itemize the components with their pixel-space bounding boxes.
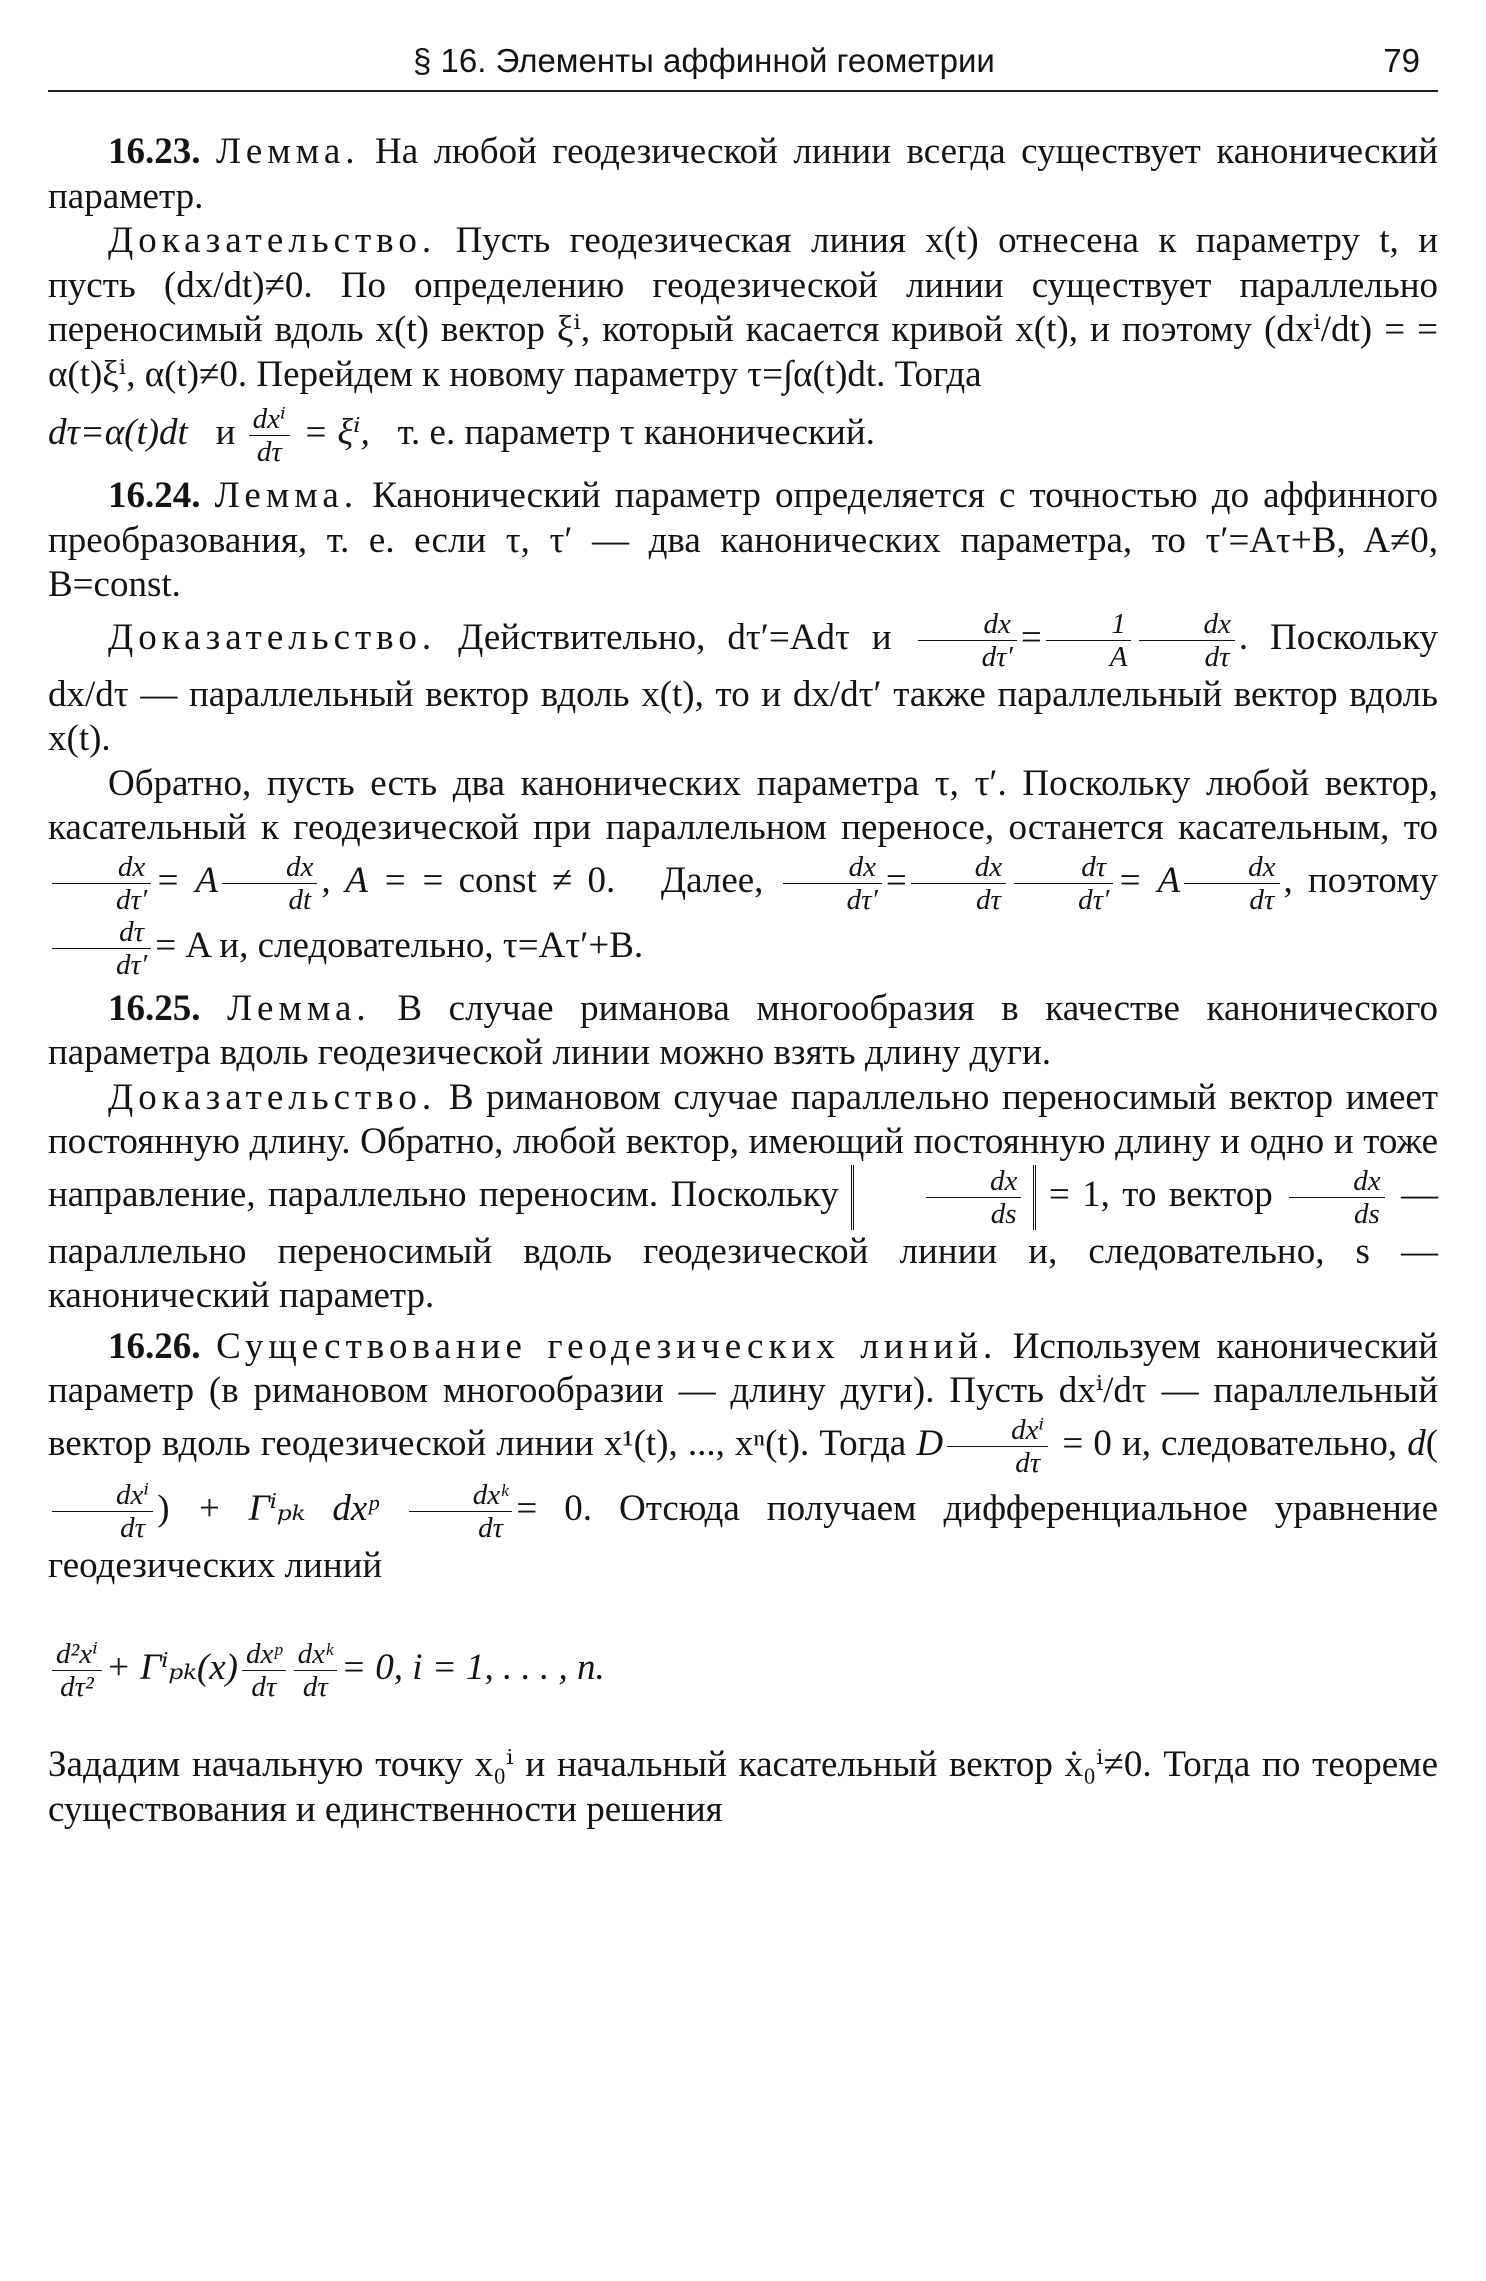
formula-part: D [916,1422,944,1464]
formula-part: , поэтому [1283,859,1439,901]
formula-part: d [1407,1422,1426,1464]
fraction [249,403,290,468]
lemma-16-23 [48,130,1438,219]
fraction [409,1479,513,1544]
fraction [1046,608,1132,673]
formula-part: = [1020,616,1042,658]
proof-16-24-converse: Обратно, пусть есть два канонических параметра τ, τ′. Поскольку любой вектор, касательный к геодезической при параллельном переносе, останется касательным, то $\frac{dx}{d\tau'}$ = A $\frac{dx}{dt}$ , A = = const ≠ 0. Далее, $\frac{dx}{d\tau'}$ = $\frac{dx}{d\tau}$ $\frac{d\tau}{d\tau'}$ = A $\frac{dx}{d\tau}$ , поэтому $\frac{d\tau}{d\tau'}$ = A и, следовательно, τ=Aτ′+B. [48,762,1439,981]
page-number: 79 [1383,42,1420,79]
fraction-denominator: dτ [302,1671,328,1703]
header-title: § 16. Элементы аффинной геометрии [413,42,995,79]
fraction-denominator: dt [288,883,311,916]
formula-part: = A [1117,859,1181,901]
formula-part: = 1, то вектор [1048,1173,1273,1215]
section-number: 16.24. [108,475,201,516]
proof-16-23 [48,219,1438,397]
formula-part: и [215,411,236,453]
final-paragraph [48,1743,1438,1832]
fraction [1184,851,1279,916]
formula-part: Далее, [660,859,764,901]
formula-part: + Γⁱₚₖ(x) [105,1646,238,1688]
proof-text: Действительно, dτ′=Adτ и [458,616,892,658]
fraction-numerator: dx [52,851,151,884]
fraction-numerator: dx [1184,851,1279,884]
formula-part: dτ=α(t)dt [48,411,188,453]
body-text [48,130,1438,1832]
proof-text: Обратно, пусть есть два канонических параметра τ, τ′. Поскольку любой вектор, касательный к геодезической при параллельном переносе, останется касательным, то [48,762,1438,848]
proof-text: следовательно, τ=Aτ′+B. [257,924,644,966]
proof-16-24 [48,608,1438,762]
proof-label: Доказательство. [108,220,437,261]
fraction [52,916,151,981]
fraction-numerator: dxⁱ [52,1479,153,1512]
proof-text: В римановом случае параллельно переносимый вектор имеет постоянную длину. Обратно, любой вектор, имеющий постоянную длину и одно и тоже направление, параллельно переносим. Поскольку [48,1076,1438,1215]
geodesic-equation [48,1638,1438,1703]
fraction [947,1414,1048,1479]
proof-text: Пусть геодезическая линия x(t) отнесена к параметру t, и пусть (dx/dt)≠0. По определению геодезической линии существует параллельно переносимый вдоль x(t) вектор ξⁱ, который касается кривой x(t), и поэтому (dxⁱ/dt) = = α(t)ξⁱ, α(t)≠0. Перейдем к новому параметру τ=∫α(t)dt. Тогда [48,220,1439,395]
fraction [52,1638,102,1703]
fraction [918,608,1017,673]
fraction [926,1165,1021,1230]
lemma-heading: Лемма. [214,475,359,516]
fraction-numerator: dxⁱ [947,1414,1048,1447]
formula-part: = A и, [155,924,249,966]
lemma-text: В случае риманова многообразия в качестве канонического параметра вдоль геодезической линии можно взять длину дуги. [48,987,1439,1073]
formula-part: = ξⁱ, [303,411,370,453]
fraction-numerator: dτ [1014,851,1113,884]
fraction [52,1479,153,1544]
fraction-numerator: dx [1139,608,1234,641]
fraction [1139,608,1234,673]
fraction [1014,851,1113,916]
paragraph-text: Зададим начальную точку x₀ⁱ и начальный касательный вектор ẋ₀ⁱ≠0. Тогда по теореме существования и единственности решения [48,1744,1438,1830]
fraction-numerator: dxᵖ [242,1638,286,1671]
fraction-denominator: dτ [120,1511,146,1544]
formula-part: = 0 и, следовательно, [1062,1422,1398,1464]
fraction-denominator: dτ′ [116,948,148,981]
section-text: = 0. Отсюда получаем дифференциальное уравнение геодезических линий [48,1487,1438,1586]
norm-bars [851,1165,1036,1230]
fraction-numerator: dx [918,608,1017,641]
fraction [52,851,151,916]
fraction-numerator: dx [1289,1165,1384,1198]
fraction [1289,1165,1384,1230]
fraction-denominator: dτ² [60,1671,94,1703]
lemma-16-24 [48,474,1438,608]
lemma-heading: Лемма. [216,131,360,172]
fraction-denominator: ds [1354,1197,1380,1230]
fraction-denominator: dτ [256,436,282,468]
lemma-text: На любой геодезической линии всегда существует канонический параметр. [48,131,1439,217]
formula-part: . [1238,616,1249,658]
formula-part: = A [155,859,219,901]
fraction-numerator: dxᵏ [294,1638,338,1671]
section-number: 16.26. [108,1325,201,1367]
fraction [222,851,317,916]
proof-16-23-formula [48,403,1438,468]
lemma-text: Канонический параметр определяется с точностью до аффинного преобразования, т. е. если τ, τ′ — два канонических параметра, то τ′=Aτ+B, A≠0, B=const. [48,475,1438,605]
proof-label: Доказательство. [108,1076,437,1118]
fraction-denominator: A [1109,640,1128,673]
section-text: Используем канонический параметр (в римановом многообразии — длину дуги). Пусть dxⁱ/dτ — параллельный вектор вдоль геодезической линии x¹(t), ..., xⁿ(t). Тогда [48,1325,1439,1464]
fraction-numerator: dx [783,851,882,884]
fraction-numerator: dxⁱ [249,403,290,436]
page [48,38,1438,1832]
formula-part: + Γⁱₚₖ dxᵖ [196,1487,378,1529]
fraction-denominator: dτ [478,1511,503,1544]
running-header [48,38,1438,92]
formula-part: т. е. параметр τ канонический. [397,411,875,453]
lemma-heading: Лемма. [227,987,371,1029]
proof-16-25 [48,1076,1438,1319]
fraction-numerator: dτ [52,916,151,949]
formula-part: = 0, i = 1, . . . , n. [341,1646,605,1688]
fraction-numerator: dx [926,1165,1021,1198]
fraction [294,1638,338,1703]
formula-part: = const ≠ 0. [422,859,616,901]
fraction-numerator: 1 [1046,608,1132,641]
section-number: 16.25. [108,987,201,1029]
section-heading: Существование геодезических линий. [216,1325,998,1367]
fraction-numerator: dx [911,851,1006,884]
fraction-denominator: dτ [975,883,1001,916]
section-number: 16.23. [108,131,201,172]
fraction-denominator: dτ′ [116,883,148,916]
fraction-denominator: dτ [1204,640,1230,673]
fraction-denominator: dτ′ [846,883,878,916]
fraction-numerator: dx [222,851,317,884]
proof-text: — параллельно переносимый вдоль геодезической линии и, следовательно, s — канонический параметр. [48,1173,1439,1316]
fraction [783,851,882,916]
fraction-denominator: dτ [251,1671,277,1703]
fraction [242,1638,286,1703]
fraction-denominator: dτ′ [1078,883,1110,916]
fraction-denominator: dτ [1249,883,1275,916]
fraction-denominator: ds [990,1197,1017,1230]
fraction-numerator: d²xⁱ [52,1638,102,1671]
proof-label: Доказательство. [108,616,437,658]
fraction [911,851,1006,916]
fraction-denominator: dτ [1015,1446,1041,1479]
formula-part: , A = [321,859,408,901]
proof-text: Поскольку dx/dτ — параллельный вектор вдоль x(t), то и dx/dτ′ также параллельный вектор вдоль x(t). [48,616,1439,759]
fraction-denominator: dτ′ [981,640,1013,673]
section-16-26: 16.26. Существование геодезических линий. Используем канонический параметр (в римановом многообразии — длину дуги). Пусть dxⁱ/dτ — параллельный вектор вдоль геодезической линии x¹(t), ..., xⁿ(t). Тогда D $\frac{\text{dxⁱ}}{d\tau}$ = 0 и, следовательно, d( $\frac{\text{dxⁱ}}{d\tau}$ ) + Γⁱₚₖ dxᵖ $\frac{\text{dxᵏ}}{d\tau}$ = 0. Отсюда получаем дифференциальное уравнение геодезических линий [48,1325,1439,1586]
lemma-16-25 [48,987,1438,1076]
fraction-numerator: dxᵏ [409,1479,513,1512]
